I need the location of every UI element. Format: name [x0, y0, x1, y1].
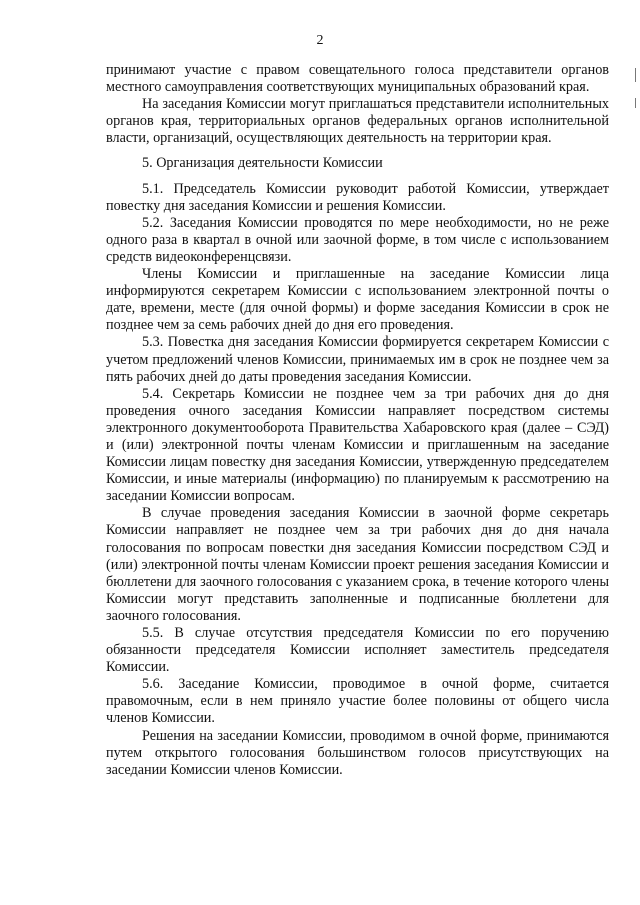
- paragraph-notification: Члены Комиссии и приглашенные на заседание Комиссии лица информируются секретарем Комиссии с использованием электронной почты о дате, времени, месте (для очной формы) и форме заседания Комиссии в срок не позднее чем за семь рабочих дней до дня его проведения.: [106, 266, 609, 334]
- section-heading: 5. Организация деятельности Комиссии: [142, 155, 383, 172]
- document-body: [106, 62, 609, 779]
- page-number: 2: [316, 33, 324, 48]
- paragraph-5-1: 5.1. Председатель Комиссии руководит работой Комиссии, утверждает повестку дня заседания Комиссии и решения Комиссии.: [106, 180, 609, 214]
- scan-edge-mark: [635, 68, 636, 82]
- paragraph-5-5: 5.5. В случае отсутствия председателя Комиссии по его поручению обязанности председателя Комиссии исполняет заместитель председателя Комиссии.: [106, 625, 609, 676]
- paragraph-absentee-voting: В случае проведения заседания Комиссии в заочной форме секретарь Комиссии направляет не позднее чем за три рабочих дня до дня начала голосования по вопросам повестки дня заседания Комиссии посредством СЭД и (или) электронной почты членам Комиссии проект решения заседания Комиссии и бюллетени для заочного голосования с указанием срока, в течение которого члены Комиссии могут представить заполненные и подписанные бюллетени для заочного голосования.: [106, 505, 609, 624]
- scan-edge-mark: [635, 98, 636, 108]
- paragraph-5-6: 5.6. Заседание Комиссии, проводимое в очной форме, считается правомочным, если в нем приняло участие более половины от общего числа членов Комиссии.: [106, 676, 609, 727]
- paragraph-5-3: 5.3. Повестка дня заседания Комиссии формируется секретарем Комиссии с учетом предложений членов Комиссии, принимаемых им в срок не позднее чем за пять рабочих дней до даты проведения заседания Комиссии.: [106, 334, 609, 385]
- paragraph-decisions: Решения на заседании Комиссии, проводимом в очной форме, принимаются путем открытого голосования большинством голосов присутствующих на заседании Комиссии членов Комиссии.: [106, 727, 609, 778]
- paragraph-continuation: принимают участие с правом совещательного голоса представители органов местного самоуправления соответствующих муниципальных образований края.: [106, 62, 609, 96]
- paragraph-5-2: 5.2. Заседания Комиссии проводятся по мере необходимости, но не реже одного раза в квартал в очной или заочной форме, в том числе с использованием средств видеоконференцсвязи.: [106, 214, 609, 265]
- paragraph-5-4: 5.4. Секретарь Комиссии не позднее чем за три рабочих дня до дня проведения очного заседания Комиссии направляет посредством системы электронного документооборота Правительства Хабаровского края (далее – СЭД) и (или) электронной почты членам Комиссии и приглашенным на заседание Комиссии лицам повестку дня заседания Комиссии, утвержденную председателем Комиссии, и иные материалы (информацию) по планируемым к рассмотрению на заседании Комиссии вопросам.: [106, 385, 609, 505]
- paragraph-invited-representatives: На заседания Комиссии могут приглашаться представители исполнительных органов края, территориальных органов федеральных органов исполнительной власти, организаций, осуществляющих деятельность на территории края.: [106, 96, 609, 147]
